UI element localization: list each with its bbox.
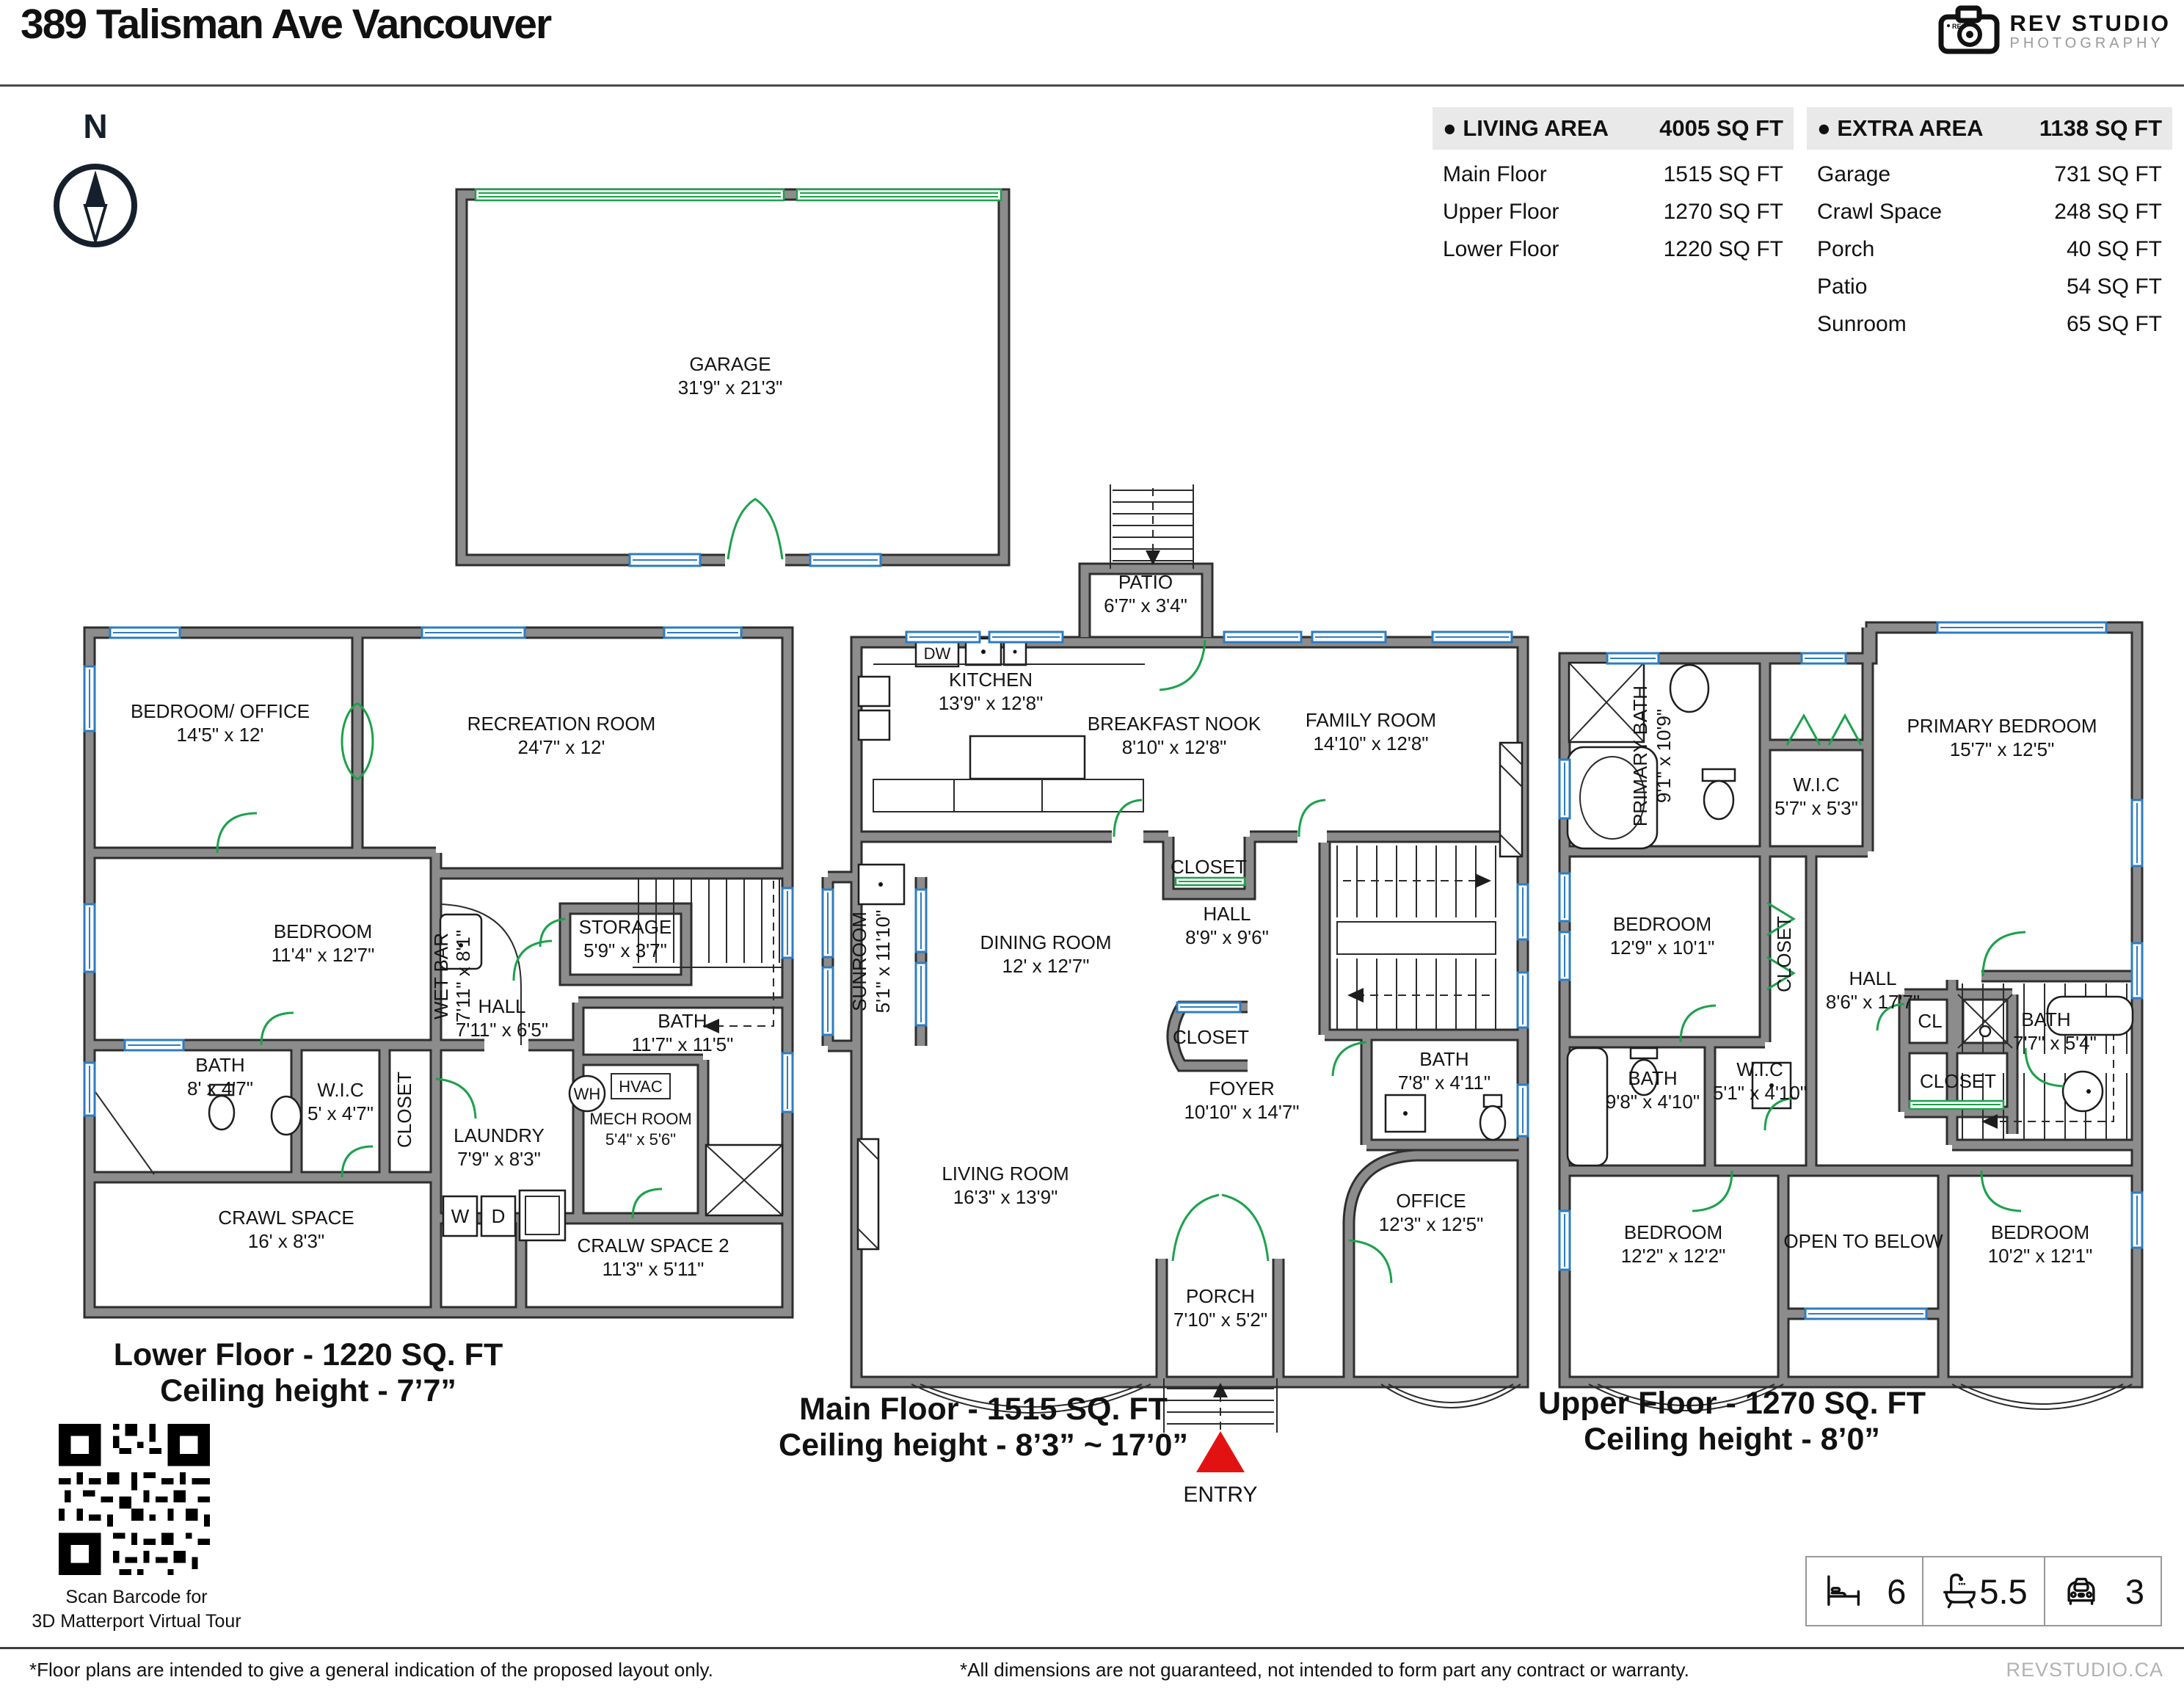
bathrooms-count: 5.5 xyxy=(1979,1571,2028,1611)
table-row: Sunroom 65 SQ FT xyxy=(1817,312,2162,336)
room-label: CLOSET xyxy=(1170,856,1248,878)
room-label: PORCH xyxy=(1186,1285,1255,1307)
room-dims: 5'7" x 5'3" xyxy=(1774,797,1858,819)
compass xyxy=(40,103,150,268)
bullet-icon: ● xyxy=(1817,115,1831,141)
table-row: Crawl Space 248 SQ FT xyxy=(1817,200,2162,224)
room-label: BEDROOM/ OFFICE xyxy=(130,700,310,722)
logo-tagline: PHOTOGRAPHY xyxy=(2009,35,2164,52)
room-dims: 12'3" x 12'5" xyxy=(1378,1213,1484,1235)
room-label: HVAC xyxy=(619,1077,663,1096)
room-label: BEDROOM xyxy=(1990,1221,2090,1243)
room-label: W xyxy=(451,1205,470,1227)
room-label: OPEN TO BELOW xyxy=(1783,1230,1943,1252)
room-dims: 10'10" x 14'7" xyxy=(1184,1101,1300,1123)
room-label: DINING ROOM xyxy=(980,931,1112,953)
room-label: SUNROOM xyxy=(848,912,870,1011)
qr-caption: Scan Barcode for 3D Matterport Virtual Tour xyxy=(32,1587,241,1632)
bathrooms-stat xyxy=(1923,1557,2045,1625)
bullet-icon: ● xyxy=(1443,115,1457,141)
main-floor-caption: Main Floor - 1515 SQ. FT Ceiling height - 8’3” ~ 17’0” xyxy=(779,1392,1188,1463)
room-dims: 16' x 8'3" xyxy=(247,1230,325,1252)
bath-icon xyxy=(1940,1570,1979,1613)
bedrooms-stat xyxy=(1807,1557,1923,1625)
table-row: Patio 54 SQ FT xyxy=(1817,274,2162,299)
room-label: D xyxy=(491,1205,506,1227)
header-divider xyxy=(0,84,2184,87)
room-dims: 7'7" x 5'4" xyxy=(2013,1032,2097,1054)
room-dims: 14'5" x 12' xyxy=(176,724,264,746)
stats-table xyxy=(1805,1556,2162,1626)
room-label: PRIMARY BEDROOM xyxy=(1907,715,2097,737)
compass-n-label: N xyxy=(83,107,108,145)
room-label: LAUNDRY xyxy=(454,1124,545,1146)
room-label: CLOSET xyxy=(393,1071,415,1149)
room-label: PATIO xyxy=(1118,571,1173,593)
table-row: Porch 40 SQ FT xyxy=(1817,237,2162,261)
room-dims: 7'9" x 8'3" xyxy=(457,1148,541,1170)
room-label: BATH xyxy=(2021,1008,2071,1030)
room-dims: 5' x 4'7" xyxy=(307,1102,374,1124)
camera-icon xyxy=(1938,6,2000,58)
room-dims: 11'3" x 5'11" xyxy=(602,1258,705,1280)
page-title: 389 Talisman Ave Vancouver xyxy=(21,1,551,48)
room-dims: 9'1" x 10'9" xyxy=(1653,708,1675,804)
room-dims: 12'2" x 12'2" xyxy=(1620,1245,1726,1267)
room-dims: 8'10" x 12'8" xyxy=(1121,736,1227,758)
room-label: FOYER xyxy=(1209,1077,1275,1099)
garage-stat xyxy=(2045,1557,2161,1625)
room-label: CLOSET xyxy=(1172,1026,1250,1048)
room-label: W.I.C xyxy=(317,1079,364,1101)
room-label: HALL xyxy=(1849,967,1897,989)
room-label: OFFICE xyxy=(1396,1190,1466,1212)
lower-floor-plan xyxy=(70,609,804,1328)
living-area-total: 4005 SQ FT xyxy=(1659,115,1783,141)
room-dims: 5'1" x 11'10" xyxy=(872,909,894,1014)
room-dims: 7'11" x 6'5" xyxy=(455,1019,549,1041)
logo-name: REV STUDIO xyxy=(2009,10,2171,36)
main-floor-plan xyxy=(822,470,1563,1512)
room-label: LIVING ROOM xyxy=(942,1163,1069,1185)
living-area-table xyxy=(1433,107,1794,262)
room-dims: 9'8" x 4'10" xyxy=(1605,1091,1700,1113)
logo xyxy=(1938,6,2171,58)
room-dims: 8'6" x 17'7" xyxy=(1825,991,1921,1013)
room-dims: 12'9" x 10'1" xyxy=(1609,937,1715,959)
qr-code xyxy=(59,1424,210,1575)
room-label: BEDROOM xyxy=(273,920,373,942)
room-label: W.I.C xyxy=(1793,774,1840,796)
room-dims: 10'2" x 12'1" xyxy=(1987,1245,2093,1267)
bedrooms-count: 6 xyxy=(1887,1571,1907,1611)
room-label: CRAWL SPACE xyxy=(218,1207,354,1229)
table-row: Main Floor 1515 SQ FT xyxy=(1443,162,1783,186)
room-label: PRIMARY BATH xyxy=(1629,685,1651,827)
room-dims: 11'7" x 11'5" xyxy=(631,1033,734,1055)
room-dims: 6'7" x 3'4" xyxy=(1104,594,1187,617)
room-label: BATH xyxy=(1628,1067,1678,1089)
room-label: BATH xyxy=(658,1010,707,1032)
room-dims: 5'4" x 5'6" xyxy=(605,1130,677,1149)
room-label: MECH ROOM xyxy=(589,1110,692,1128)
upper-floor-caption: Upper Floor - 1270 SQ. FT Ceiling height - 8’0” xyxy=(1537,1386,1926,1458)
living-area-title: LIVING AREA xyxy=(1463,115,1609,141)
footer-divider xyxy=(0,1647,2184,1649)
room-dims: 5'9" x 3'7" xyxy=(583,939,667,961)
car-icon xyxy=(2061,1570,2101,1613)
room-label: GARAGE xyxy=(689,353,771,375)
room-label: KITCHEN xyxy=(948,669,1033,691)
extra-area-table xyxy=(1807,107,2172,337)
room-dims: 12' x 12'7" xyxy=(1002,955,1090,977)
room-label: BEDROOM xyxy=(1623,1221,1723,1243)
garage-count: 3 xyxy=(2125,1571,2144,1611)
room-label: HALL xyxy=(478,995,526,1017)
room-dims: 5'1" x 4'10" xyxy=(1712,1082,1808,1104)
extra-area-total: 1138 SQ FT xyxy=(2039,115,2162,141)
room-label: DW xyxy=(923,644,951,663)
room-dims: 8'9" x 9'6" xyxy=(1185,926,1269,948)
room-label: CLOSET xyxy=(1773,915,1795,993)
room-dims: 31'9" x 21'3" xyxy=(677,377,783,399)
table-row: Garage 731 SQ FT xyxy=(1817,162,2162,186)
lower-floor-caption: Lower Floor - 1220 SQ. FT Ceiling height - 7’7” xyxy=(113,1337,503,1409)
room-label: W.I.C xyxy=(1736,1058,1783,1080)
room-dims: 11'4" x 12'7" xyxy=(271,944,375,966)
room-label: FAMILY ROOM xyxy=(1305,709,1437,731)
footer-brand: REVSTUDIO.CA xyxy=(2006,1659,2163,1681)
table-row: Lower Floor 1220 SQ FT xyxy=(1443,237,1783,261)
room-dims: 8' x 4'7" xyxy=(187,1077,253,1099)
room-label: BATH xyxy=(195,1054,245,1076)
room-dims: 24'7" x 12' xyxy=(517,736,605,758)
footer-disclaimer-left: *Floor plans are intended to give a general indication of the proposed layout only. xyxy=(29,1659,713,1681)
room-label: STORAGE xyxy=(578,916,672,938)
room-label: CLOSET xyxy=(1919,1070,1997,1092)
room-label: CL xyxy=(1918,1010,1943,1032)
room-label: WH xyxy=(573,1085,601,1103)
room-label: CRALW SPACE 2 xyxy=(577,1234,729,1257)
entry-label: ENTRY xyxy=(1183,1483,1258,1507)
room-dims: 13'9" x 12'8" xyxy=(938,692,1044,714)
room-dims: 16'3" x 13'9" xyxy=(953,1186,1058,1208)
room-dims: 7'10" x 5'2" xyxy=(1173,1309,1268,1331)
room-label: BREAKFAST NOOK xyxy=(1087,713,1262,735)
room-label: WET BAR xyxy=(430,933,452,1019)
extra-area-title: EXTRA AREA xyxy=(1837,115,1984,141)
room-dims: 15'7" x 12'5" xyxy=(1949,738,2055,760)
room-dims: 14'10" x 12'8" xyxy=(1313,732,1429,754)
room-dims: 7'8" x 4'11" xyxy=(1397,1072,1491,1094)
room-label: BEDROOM xyxy=(1612,913,1712,935)
upper-floor-plan xyxy=(1545,609,2176,1431)
footer-disclaimer-center: *All dimensions are not guaranteed, not intended to form part any contract or warranty. xyxy=(960,1659,1689,1681)
rec-label: REC xyxy=(1951,23,1966,30)
table-row: Upper Floor 1270 SQ FT xyxy=(1443,200,1783,224)
bed-icon xyxy=(1823,1570,1863,1613)
room-label: BATH xyxy=(1419,1048,1469,1070)
room-label: HALL xyxy=(1203,903,1251,925)
room-dims: 7'11" x 8'1" xyxy=(452,929,474,1023)
room-label: RECREATION ROOM xyxy=(467,713,656,735)
